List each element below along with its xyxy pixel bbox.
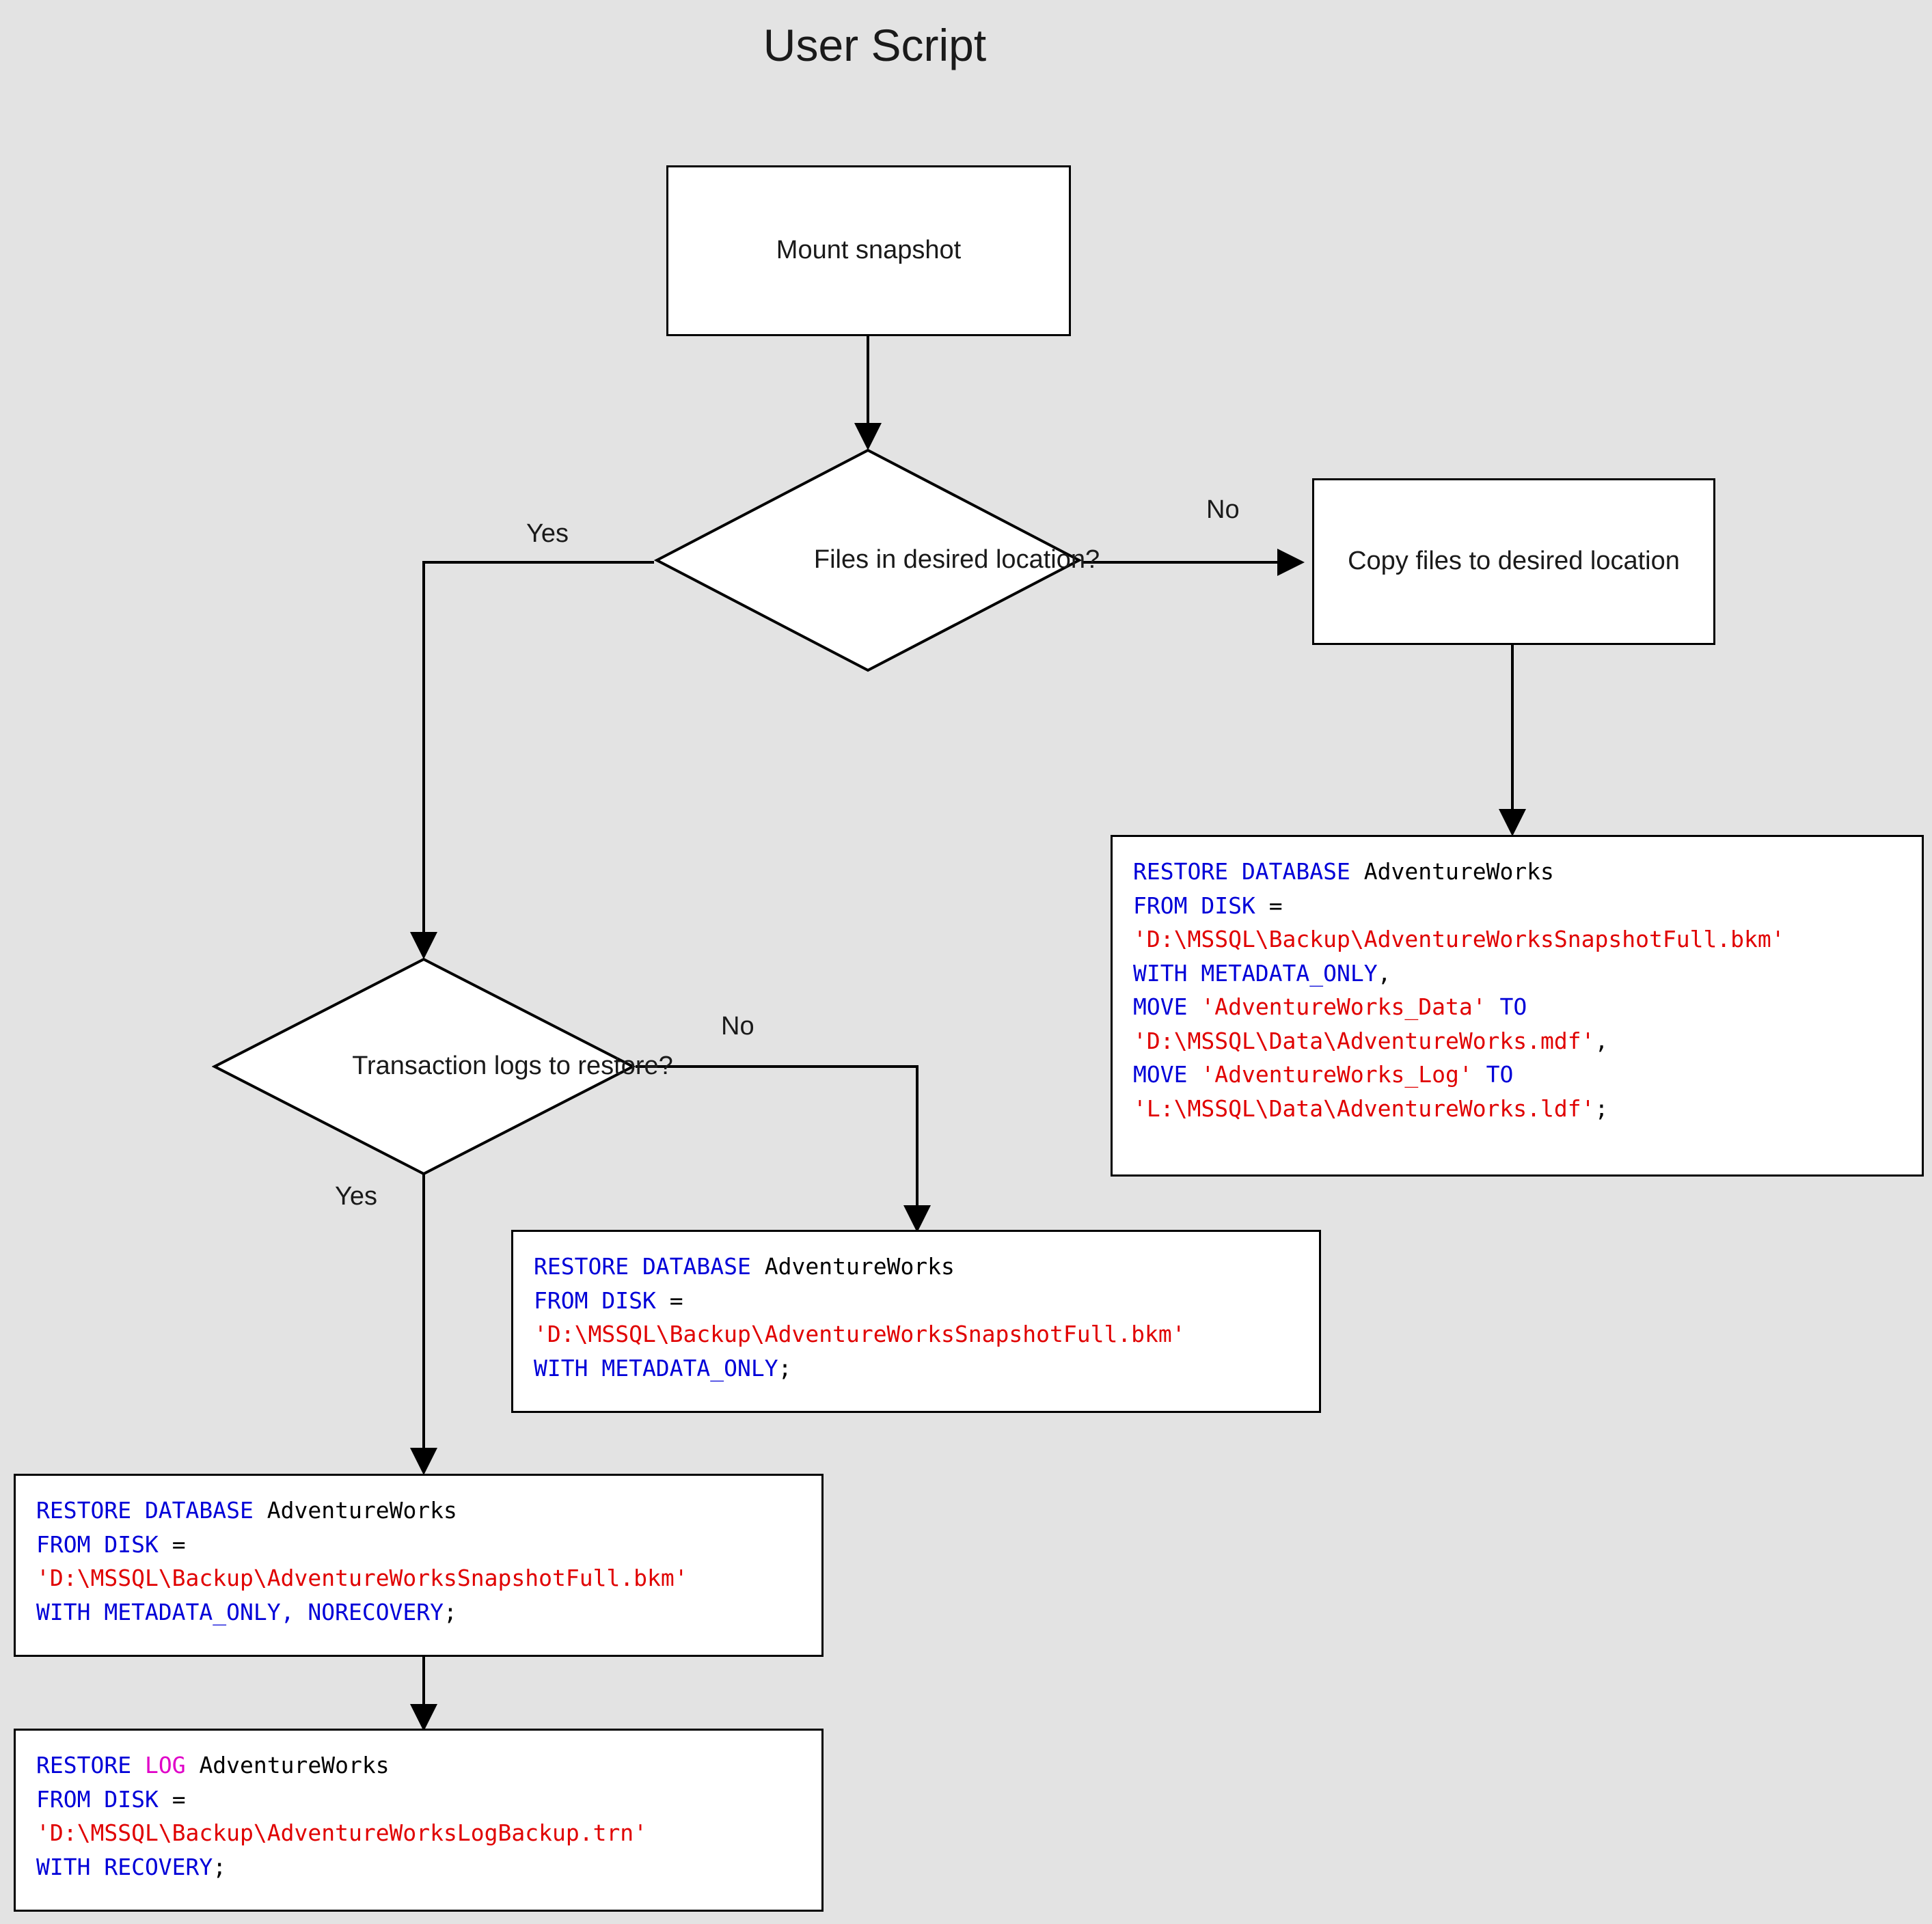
node-mount-snapshot[interactable] — [666, 165, 1071, 336]
node-copy-files[interactable] — [1312, 478, 1715, 645]
node-logs-decision-label: Transaction logs to restore? — [352, 1052, 673, 1081]
edge-label-files-yes: Yes — [526, 519, 569, 548]
node-files-decision[interactable] — [654, 448, 1100, 673]
node-files-decision-label: Files in desired location? — [813, 545, 1100, 575]
edge-label-files-no: No — [1206, 495, 1240, 524]
code-block-restore-metadata: RESTORE DATABASE AdventureWorks FROM DISK = 'D:\MSSQL\Backup\AdventureWorksSnapshotFull.bkm' WITH METADATA_ONLY; — [511, 1230, 1321, 1413]
edge-label-logs-no: No — [721, 1012, 754, 1041]
node-mount-snapshot-label: Mount snapshot — [776, 236, 962, 265]
page-title: User Script — [763, 20, 987, 70]
code-block-restore-norecovery: RESTORE DATABASE AdventureWorks FROM DISK = 'D:\MSSQL\Backup\AdventureWorksSnapshotFull.bkm' WITH METADATA_ONLY, NORECOVERY; — [14, 1474, 824, 1657]
edge-label-logs-yes: Yes — [335, 1182, 377, 1211]
code-block-restore-log: RESTORE LOG AdventureWorks FROM DISK = 'D:\MSSQL\Backup\AdventureWorksLogBackup.trn' WITH RECOVERY; — [14, 1729, 824, 1912]
node-copy-files-label: Copy files to desired location — [1348, 547, 1680, 576]
code-block-restore-move: RESTORE DATABASE AdventureWorks FROM DISK = 'D:\MSSQL\Backup\AdventureWorksSnapshotFull.bkm' WITH METADATA_ONLY, MOVE 'AdventureWorks_Data' TO 'D:\MSSQL\Data\AdventureWorks.mdf', MOVE 'AdventureWorks_Log' TO 'L:\MSSQL\Data\AdventureWorks.ldf'; — [1111, 835, 1924, 1177]
node-logs-decision[interactable] — [212, 957, 673, 1177]
